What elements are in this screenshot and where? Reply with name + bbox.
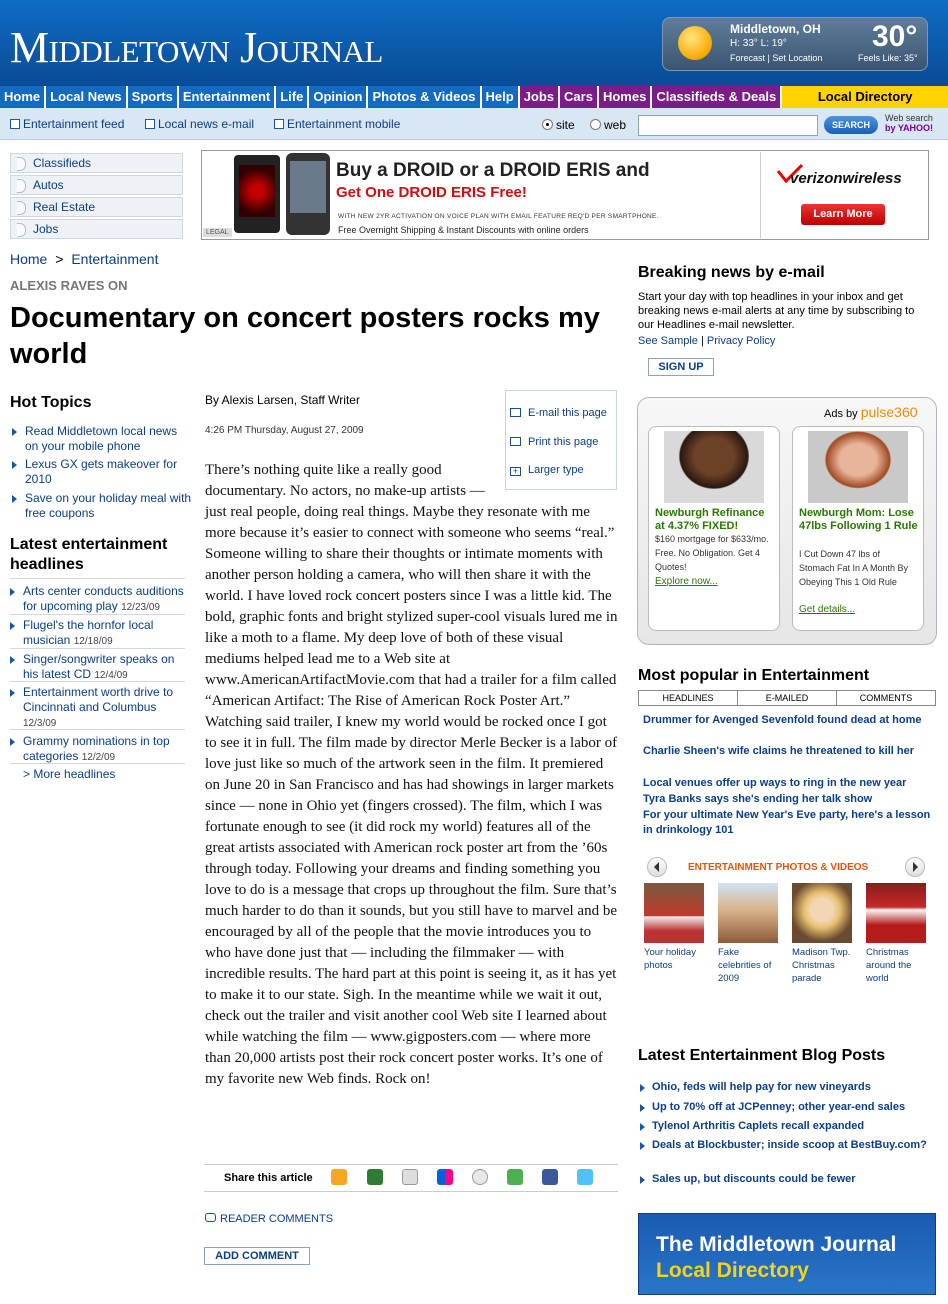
nav-help[interactable]: Help: [482, 86, 520, 108]
latest-item-date: 12/23/09: [121, 602, 160, 613]
print-page-link[interactable]: [510, 436, 598, 448]
plus-icon: +: [510, 467, 521, 476]
reader-comments-link[interactable]: [205, 1213, 333, 1225]
ads-by-text: Ads by: [824, 408, 858, 420]
ad-headline: Buy a DROID or a DROID ERIS and: [336, 160, 650, 181]
ad-card-desc: $160 mortgage for $633/mo. Free. No Obligation. Get 4 Quotes!: [655, 534, 769, 572]
site-logo[interactable]: Middletown Journal: [10, 23, 383, 72]
divider: [10, 614, 185, 615]
nav-photos-videos[interactable]: Photos & Videos: [368, 86, 481, 108]
article-headline: Documentary on concert posters rocks my world: [10, 302, 600, 370]
ad-divider: [760, 152, 761, 238]
radio-site[interactable]: [542, 118, 575, 132]
photo-caption[interactable]: Fake celebrities of 2009: [718, 947, 772, 984]
share-label: Share this article: [224, 1172, 313, 1184]
hot-topic-item[interactable]: Save on your holiday meal with free coupons: [12, 491, 192, 521]
divider: [10, 648, 185, 649]
email-page-link[interactable]: [510, 407, 607, 419]
divider: [10, 681, 185, 682]
blog-item[interactable]: Tylenol Arthritis Caplets recall expanded: [640, 1119, 935, 1134]
entertainment-mobile-link[interactable]: [274, 117, 400, 131]
ad-shipping: Free Overnight Shipping & Instant Discounts with online orders: [338, 225, 589, 235]
buzz-share-icon[interactable]: [331, 1169, 347, 1185]
blog-item[interactable]: Ohio, feds will help pay for new vineyards: [640, 1080, 935, 1095]
photo-caption[interactable]: Your holiday photos: [644, 947, 696, 971]
weather-city: Middletown, OH: [730, 22, 821, 36]
breadcrumb-section[interactable]: Entertainment: [71, 251, 159, 267]
latest-item-date: 12/3/09: [23, 718, 57, 729]
popular-item[interactable]: For your ultimate New Year's Eve party, here's a lesson in drinkology 101: [643, 809, 931, 836]
mixx-share-icon[interactable]: [402, 1169, 418, 1185]
quicklink-classifieds[interactable]: Classifieds: [10, 153, 183, 173]
feed-label: Entertainment feed: [23, 117, 125, 131]
latest-item-text: Entertainment worth drive to Cincinnati and Columbus: [23, 685, 174, 714]
weather-links[interactable]: Forecast | Set Location: [730, 53, 823, 63]
parade-photo[interactable]: [792, 883, 852, 943]
yahoo-line1: Web search: [885, 113, 933, 123]
latest-item-text: Grammy nominations in top categories: [23, 734, 170, 763]
byline: By Alexis Larsen, Staff Writer: [205, 393, 360, 407]
article-body: [205, 460, 619, 1090]
search-input[interactable]: [638, 115, 818, 136]
twitter-share-icon[interactable]: [577, 1169, 593, 1185]
search-button[interactable]: SEARCH: [824, 116, 878, 134]
yahoo-search-badge: [885, 113, 933, 133]
quicklink-autos[interactable]: Autos: [10, 175, 183, 195]
santa-photo[interactable]: [644, 883, 704, 943]
popular-item[interactable]: Tyra Banks says she's ending her talk show: [643, 793, 873, 805]
photo-caption[interactable]: Madison Twp. Christmas parade: [792, 947, 851, 984]
nav-cars[interactable]: Cars: [560, 86, 599, 108]
blog-posts-title: Latest Entertainment Blog Posts: [638, 1047, 886, 1064]
divider: [10, 763, 185, 764]
learn-more-button[interactable]: Learn More: [801, 204, 885, 225]
ad-fineprint: WITH NEW 2YR ACTIVATION ON VOICE PLAN WITH EMAIL FEATURE REQ'D PER SMARTPHONE.: [338, 213, 659, 220]
blog-item[interactable]: Sales up, but discounts could be fewer: [640, 1172, 935, 1187]
more-headlines-link[interactable]: > More headlines: [23, 767, 116, 781]
verizon-logo: verizonwireless: [790, 170, 902, 187]
delicious-share-icon[interactable]: [437, 1169, 453, 1185]
mobile-label: Entertainment mobile: [287, 117, 401, 131]
local-directory-line1: The Middletown Journal: [656, 1233, 897, 1256]
newsvine-share-icon[interactable]: [367, 1169, 383, 1185]
ad-card-title: Newburgh Mom: Lose 47lbs Following 1 Rule: [799, 507, 918, 532]
radio-web-label: web: [604, 118, 627, 132]
woman-photo: [664, 431, 764, 503]
breaking-news-title: Breaking news by e-mail: [638, 264, 825, 281]
quicklink-jobs[interactable]: Jobs: [10, 219, 183, 239]
latest-item[interactable]: [10, 652, 188, 683]
breadcrumb-separator: >: [55, 251, 64, 267]
celebrities-photo[interactable]: [718, 883, 778, 943]
quicklink-real-estate[interactable]: Real Estate: [10, 197, 183, 217]
nav-life[interactable]: Life: [276, 86, 309, 108]
entertainment-feed-link[interactable]: [10, 117, 124, 131]
local-news-email-link[interactable]: [145, 117, 254, 131]
latest-headlines-title: Latest entertainment headlines: [10, 536, 168, 573]
nav-entertainment[interactable]: Entertainment: [179, 86, 276, 108]
divider: [10, 578, 185, 579]
larger-type-label: Larger type: [528, 464, 584, 476]
printer-icon: [510, 437, 521, 446]
latest-item[interactable]: [10, 685, 188, 731]
ads-by-label: [824, 404, 918, 420]
tools-float-spacer: [499, 460, 619, 492]
hot-topic-item[interactable]: Lexus GX gets makeover for 2010: [12, 457, 192, 487]
nav-home[interactable]: Home: [0, 86, 46, 108]
column-kicker: ALEXIS RAVES ON: [10, 278, 128, 293]
hot-topics-title: Hot Topics: [10, 394, 92, 411]
add-comment-button[interactable]: ADD COMMENT: [204, 1247, 310, 1265]
latest-item[interactable]: [10, 734, 188, 765]
yahoo-line2: by YAHOO!: [885, 123, 934, 133]
photos-videos-title: ENTERTAINMENT PHOTOS & VIDEOS: [688, 862, 869, 873]
photos-next-button[interactable]: [905, 857, 925, 877]
latest-item-text: Singer/songwriter speaks on his latest CD: [23, 652, 175, 681]
breadcrumb-home[interactable]: Home: [10, 251, 48, 267]
ad-legal: LEGAL: [203, 228, 232, 237]
latest-item-date: 12/2/09: [81, 752, 116, 763]
latest-item-text: Flugel's the hornfor local musician: [23, 618, 154, 647]
breaking-news-text: Start your day with top headlines in your inbox and get breaking news e-mail alerts at any time by subscribing to our Headlines e-mail newsletter.: [638, 291, 915, 331]
nav-sports[interactable]: Sports: [128, 86, 179, 108]
email-page-label: E-mail this page: [528, 407, 607, 419]
email-label: Local news e-mail: [158, 117, 255, 131]
photos-prev-button[interactable]: [647, 857, 667, 877]
reader-comments-label: READER COMMENTS: [220, 1213, 334, 1225]
weather-temp: 30°: [872, 20, 918, 53]
signup-button[interactable]: SIGN UP: [648, 358, 714, 376]
facebook-share-icon[interactable]: [542, 1169, 558, 1185]
latest-item[interactable]: [10, 584, 188, 615]
most-popular-title: Most popular in Entertainment: [638, 667, 870, 684]
nav-opinion[interactable]: Opinion: [309, 86, 368, 108]
sun-icon: [678, 26, 712, 60]
local-directory-line2: Local Directory: [656, 1259, 809, 1282]
see-sample-link[interactable]: See Sample: [638, 335, 698, 347]
nav-classifieds-deals[interactable]: Classifieds & Deals: [652, 86, 782, 108]
most-popular-tabs: [638, 690, 936, 706]
nav-local-news[interactable]: Local News: [46, 86, 128, 108]
blog-item[interactable]: Deals at Blockbuster; inside scoop at BestBuy.com?: [640, 1138, 935, 1153]
phone-image: [286, 153, 330, 235]
reddit-share-icon[interactable]: [472, 1169, 488, 1185]
ad-card-link[interactable]: Explore now...: [655, 576, 718, 587]
latest-item-date: 12/4/09: [94, 670, 128, 681]
chevron-left-icon: [648, 858, 666, 876]
mom-photo: [808, 431, 908, 503]
ad-card-desc: I Cut Down 47 lbs of Stomach Fat In A Month By Obeying This 1 Old Rule: [799, 549, 909, 587]
hot-topic-item[interactable]: Read Middletown local news on your mobile phone: [12, 424, 192, 454]
popular-item[interactable]: Drummer for Avenged Sevenfold found dead at home: [643, 714, 922, 726]
ad-subheadline: Get One DROID ERIS Free!: [336, 184, 527, 201]
phone-image: [234, 155, 280, 233]
nav-local-directory[interactable]: Local Directory: [782, 86, 948, 108]
breadcrumb: [10, 251, 159, 267]
speech-bubble-icon: [205, 1213, 216, 1222]
envelope-icon: [145, 119, 155, 129]
weather-feels: Feels Like: 35°: [858, 53, 918, 63]
pulse360-logo: pulse360: [860, 404, 918, 420]
radio-unchecked-icon: [590, 119, 601, 130]
photo-caption[interactable]: Christmas around the world: [866, 947, 912, 984]
latest-item-text: Arts center conducts auditions for upcoming play: [23, 584, 184, 613]
weather-hilo: H: 33° L: 19°: [730, 38, 787, 49]
ad-card-link[interactable]: Get details...: [799, 604, 856, 615]
christmas-world-photo[interactable]: [866, 883, 926, 943]
radio-site-label: site: [556, 118, 575, 132]
rss-icon: [10, 119, 20, 129]
main-nav: [0, 86, 948, 108]
tab-headlines[interactable]: HEADLINES: [639, 691, 738, 705]
stumbleupon-share-icon[interactable]: [507, 1169, 523, 1185]
article-text: There’s nothing quite like a really good documentary. No actors, no make-up artists — just real people, doing real things. Maybe they resonate with me more because it’s easier to connect with someone who seems “real.” Someone willing to share their thoughts or intimate moments with another person holding a camera, who will then share it with the world. I have loved rock concert posters since I was a little kid. The bold, graphic fonts and bright stylized super-cool visuals lured me in like a moth to a flame. My deep love of both of these visual mediums helped lead me to a Web site at www.AmericanArtifactMovie.com that had a trailer for a film called “American Artifact: The Rise of American Rock Poster Art.” Watching said trailer, I knew my world would be rocked once I got to see it in full. The film made by director Merle Becker is a labor of love just like so much of the artwork seen in the film. It premiered on June 20 in San Francisco and has had showings in larger markets since — none in Ohio yet (fingers crossed). The film, which I was fortunate enough to see (it did rock my world) features all of the great artists associated with American rock poster art from the ’60s through today. Following your dreams and finding something you love to do is a message that crops up throughout the film. Sure that’s much harder to do than it sounds, but you still have to marvel and be encouraged by all of the people that the movie introduces you to who have done just that — including the filmmaker — with incredible results. The hard part at this point is seeing it, as it has yet to make it to our state. Sigh. In the meantime while we wait it out, check out the trailer and visit another cool Web site I learned about while watching the film — www.gigposters.com — where more than 20,000 artists post their rock concert poster works. It’s one of my favorite new Web finds. Rock on!: [205, 462, 618, 1087]
latest-item[interactable]: [10, 618, 188, 649]
mobile-icon: [274, 119, 284, 129]
popular-item[interactable]: Charlie Sheen's wife claims he threatened to kill her: [643, 745, 914, 757]
dateline: 4:26 PM Thursday, August 27, 2009: [205, 425, 364, 436]
tab-emailed[interactable]: E-MAILED: [738, 691, 837, 705]
radio-web[interactable]: [590, 118, 626, 132]
breaking-news-links: See Sample | Privacy Policy: [638, 335, 776, 347]
privacy-policy-link[interactable]: Privacy Policy: [706, 335, 776, 347]
ad-card-title: Newburgh Refinance at 4.37% FIXED!: [655, 507, 765, 532]
popular-item[interactable]: Local venues offer up ways to ring in the new year: [643, 777, 907, 789]
nav-jobs[interactable]: Jobs: [520, 86, 560, 108]
envelope-icon: [510, 408, 521, 417]
chevron-right-icon: [906, 858, 924, 876]
print-page-label: Print this page: [528, 436, 599, 448]
blog-item[interactable]: Up to 70% off at JCPenney; other year-end sales: [640, 1100, 935, 1115]
divider: [10, 729, 185, 730]
tab-comments[interactable]: COMMENTS: [859, 693, 913, 703]
latest-item-date: 12/18/09: [73, 636, 113, 647]
nav-homes[interactable]: Homes: [599, 86, 652, 108]
radio-checked-icon: [542, 119, 553, 130]
